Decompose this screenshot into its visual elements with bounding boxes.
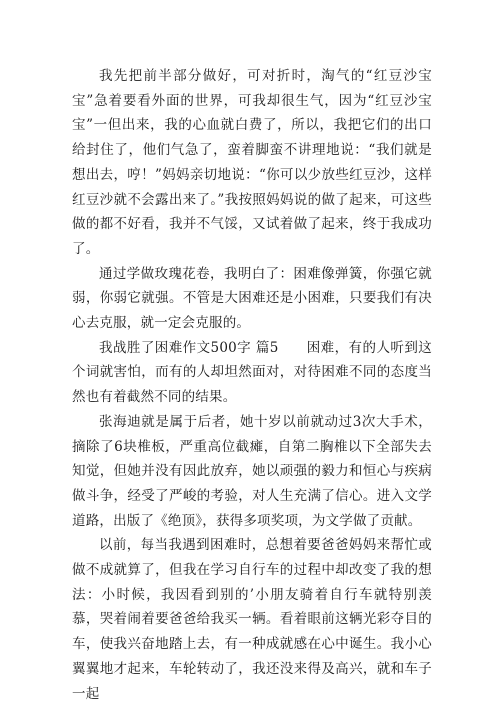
paragraph-4: 张海迪就是属于后者，她十岁以前就动过3次大手术，摘除了6块椎板，严重高位截瘫，自第二胸椎以下全部失去知觉，但她并没有因此放弃，她以顽强的毅力和恒心与疾病做斗争，经受了严峻的考验，对人生充满了信心。进入文学道路，出版了《绝顶》，获得多项奖项，为文学做了贡献。 — [72, 413, 432, 529]
paragraph-5: 以前，每当我遇到困难时，总想着要爸爸妈妈来帮忙或做不成就算了，但我在学习自行车的过程中却改变了我的想法：小时候，我因看到别的’小朋友骑着自行车就特别羡慕，哭着闹着要爸爸给我买一辆。看着眼前这辆光彩夺目的车，使我兴奋地踏上去，有一种成就感在心中诞生。我小心翼翼地才起来，车轮转动了，我还没来得及高兴，就和车子一起 — [72, 537, 432, 702]
paragraph-3: 我战胜了困难作文500字 篇5 困难，有的人听到这个词就害怕，而有的人却坦然面对，对待困难不同的态度当然也有着截然不同的结果。 — [72, 339, 432, 406]
paragraph-1: 我先把前半部分做好，可对折时，淘气的“红豆沙宝宝”急着要看外面的世界，可我却很生气，因为“红豆沙宝宝”一但出来，我的心血就白费了，所以，我把它们的出口给封住了，他们气急了，蛮着脚蛮不讲理地说：“我们就是想出去，哼！”妈妈亲切地说：“你可以少放些红豆沙，这样红豆沙就不会露出来了。”我按照妈妈说的做了起来，可这些做的都不好看，我并不气馁，又试着做了起来，终于我成功了。 — [72, 68, 432, 257]
paragraph-2: 通过学做玫瑰花卷，我明白了：困难像弹簧，你强它就弱，你弱它就强。不管是大困难还是小困难，只要我们有决心去克服，就一定会克服的。 — [72, 265, 432, 332]
document-body — [72, 64, 432, 706]
